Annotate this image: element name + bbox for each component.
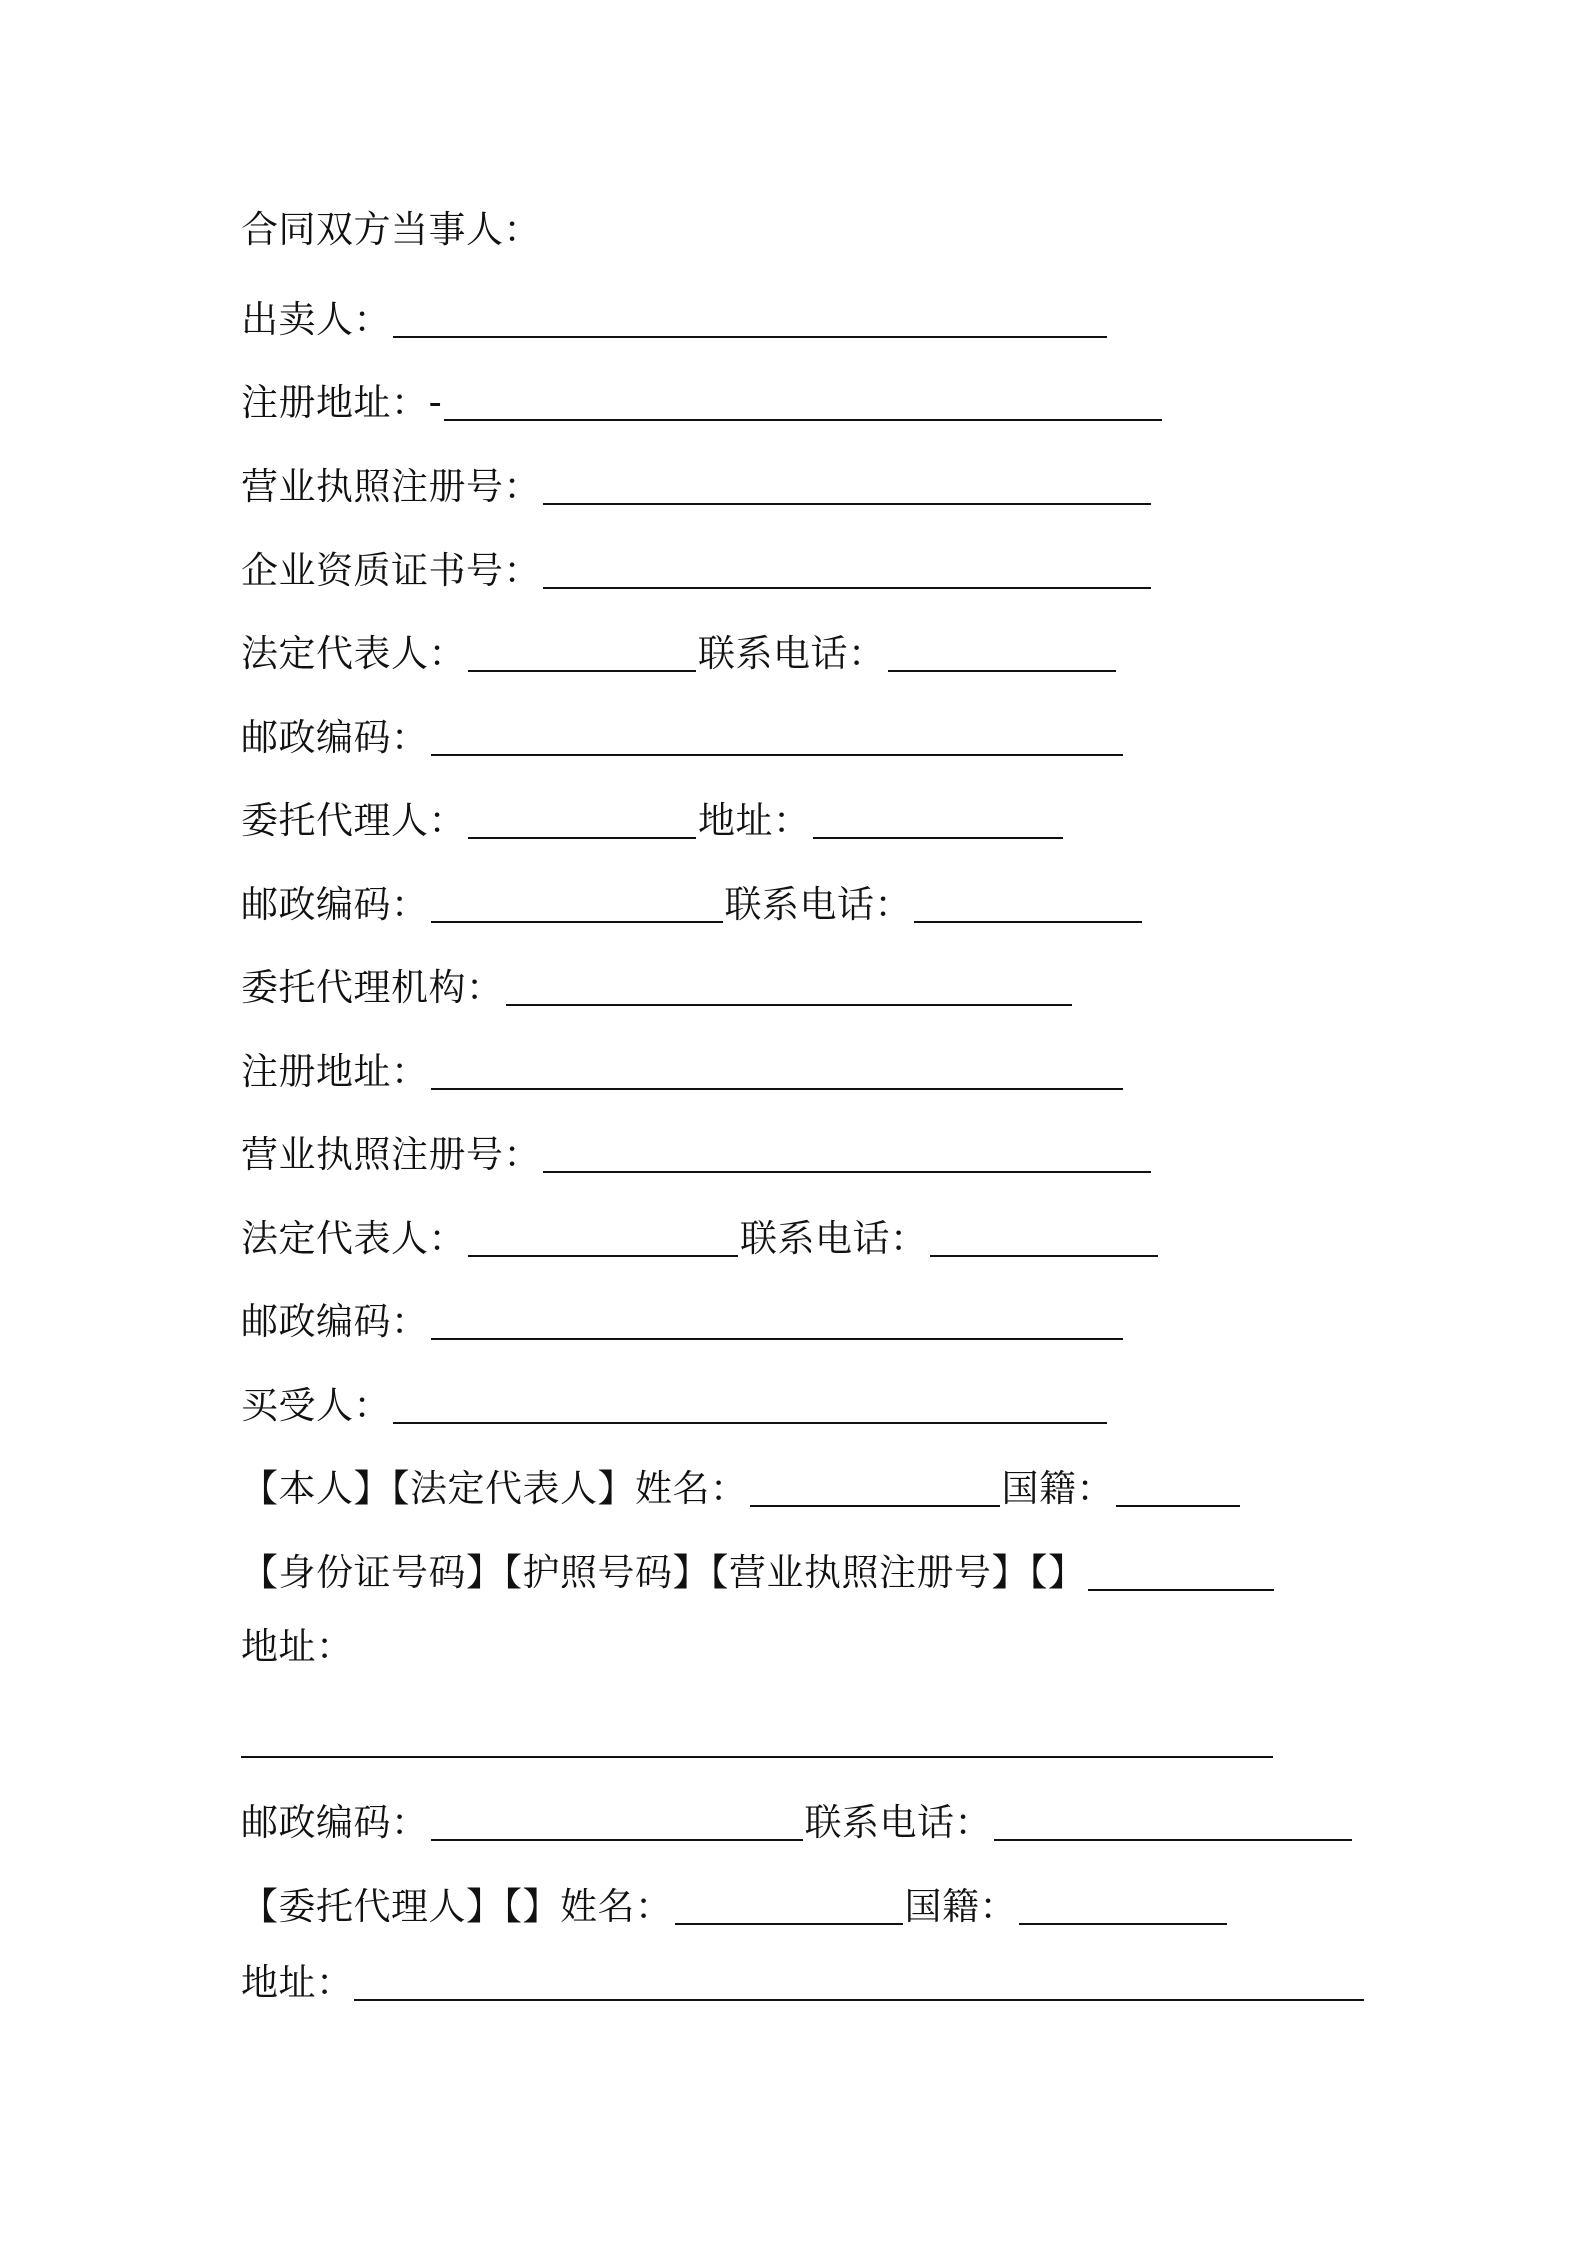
seller-postcode-blank[interactable] — [431, 722, 1123, 756]
seller-reg-address-blank[interactable] — [444, 387, 1162, 421]
seller-agent-address-blank[interactable] — [813, 805, 1063, 839]
agency-license-blank[interactable] — [543, 1139, 1151, 1173]
buyer-id-blank[interactable] — [1088, 1557, 1274, 1591]
buyer-address-blank[interactable] — [241, 1724, 1273, 1758]
buyer-agent-line — [241, 1885, 1229, 1929]
seller-name-blank[interactable] — [393, 304, 1107, 338]
buyer-id-line — [241, 1551, 1276, 1595]
agency-license-line — [241, 1133, 1153, 1177]
buyer-phone-label: 联系电话： — [804, 1801, 992, 1844]
seller-phone-label: 联系电话： — [698, 632, 886, 675]
buyer-agent-address-blank[interactable] — [354, 1967, 1364, 2001]
seller-label: 出卖人： — [241, 298, 391, 341]
buyer-postcode-label: 邮政编码： — [241, 1801, 429, 1844]
buyer-agent-nationality-blank[interactable] — [1019, 1891, 1227, 1925]
buyer-line — [241, 1384, 1109, 1428]
agency-license-label: 营业执照注册号： — [241, 1133, 541, 1176]
seller-agent-postcode-blank[interactable] — [431, 889, 723, 923]
buyer-address-line — [241, 1625, 354, 1669]
seller-agent-phone-blank[interactable] — [914, 889, 1142, 923]
seller-reg-address-prefix: - — [428, 381, 443, 424]
agency-line — [241, 966, 1074, 1010]
agency-reg-address-label: 注册地址： — [241, 1050, 429, 1093]
buyer-agent-options: 【委托代理人】【】姓名： — [241, 1885, 673, 1928]
buyer-identity-line — [241, 1467, 1242, 1511]
buyer-agent-nationality-label: 国籍： — [904, 1885, 1017, 1928]
buyer-agent-address-line — [241, 1961, 1366, 2005]
seller-agent-line — [241, 799, 1065, 843]
seller-qualification-blank[interactable] — [543, 555, 1151, 589]
buyer-id-options: 【身份证号码】【护照号码】【营业执照注册号】【】 — [241, 1551, 1086, 1594]
buyer-label: 买受人： — [241, 1384, 391, 1427]
seller-legal-rep-blank[interactable] — [468, 638, 696, 672]
agency-legal-rep-line — [241, 1217, 1160, 1261]
agency-postcode-blank[interactable] — [431, 1306, 1123, 1340]
seller-agent-label: 委托代理人： — [241, 799, 466, 842]
buyer-address-blank-line — [241, 1718, 1275, 1762]
buyer-nationality-blank[interactable] — [1116, 1473, 1240, 1507]
seller-qualification-line — [241, 549, 1153, 593]
seller-legal-rep-label: 法定代表人： — [241, 632, 466, 675]
agency-postcode-line — [241, 1300, 1125, 1344]
seller-license-line — [241, 465, 1153, 509]
buyer-name-blank[interactable] — [393, 1390, 1107, 1424]
buyer-postcode-line — [241, 1801, 1354, 1845]
seller-legal-rep-line — [241, 632, 1118, 676]
agency-phone-label: 联系电话： — [740, 1217, 928, 1260]
agency-postcode-label: 邮政编码： — [241, 1300, 429, 1343]
seller-postcode-label: 邮政编码： — [241, 716, 429, 759]
buyer-identity-options: 【本人】【法定代表人】姓名： — [241, 1467, 748, 1510]
buyer-address-label: 地址： — [241, 1625, 354, 1668]
seller-qualification-label: 企业资质证书号： — [241, 549, 541, 592]
agency-legal-rep-label: 法定代表人： — [241, 1217, 466, 1260]
seller-agent-postcode-line — [241, 883, 1144, 927]
seller-reg-address-label: 注册地址： — [241, 381, 429, 424]
agency-label: 委托代理机构： — [241, 966, 504, 1009]
buyer-postcode-blank[interactable] — [431, 1807, 803, 1841]
agency-reg-address-line — [241, 1050, 1125, 1094]
seller-agent-postcode-label: 邮政编码： — [241, 883, 429, 926]
buyer-phone-blank[interactable] — [994, 1807, 1352, 1841]
seller-reg-address-line — [241, 381, 1164, 425]
agency-legal-rep-blank[interactable] — [468, 1223, 738, 1257]
buyer-agent-name-blank[interactable] — [675, 1891, 903, 1925]
agency-reg-address-blank[interactable] — [431, 1056, 1123, 1090]
agency-phone-blank[interactable] — [930, 1223, 1158, 1257]
agency-name-blank[interactable] — [506, 972, 1072, 1006]
seller-license-blank[interactable] — [543, 471, 1151, 505]
parties-heading: 合同双方当事人： — [241, 208, 541, 251]
seller-agent-address-label: 地址： — [698, 799, 811, 842]
seller-agent-phone-label: 联系电话： — [724, 883, 912, 926]
seller-agent-blank[interactable] — [468, 805, 696, 839]
buyer-nationality-label: 国籍： — [1001, 1467, 1114, 1510]
seller-postcode-line — [241, 716, 1125, 760]
seller-phone-blank[interactable] — [888, 638, 1116, 672]
buyer-agent-address-label: 地址： — [241, 1961, 354, 2004]
buyer-name-field-blank[interactable] — [750, 1473, 1000, 1507]
seller-license-label: 营业执照注册号： — [241, 465, 541, 508]
seller-line — [241, 298, 1109, 342]
